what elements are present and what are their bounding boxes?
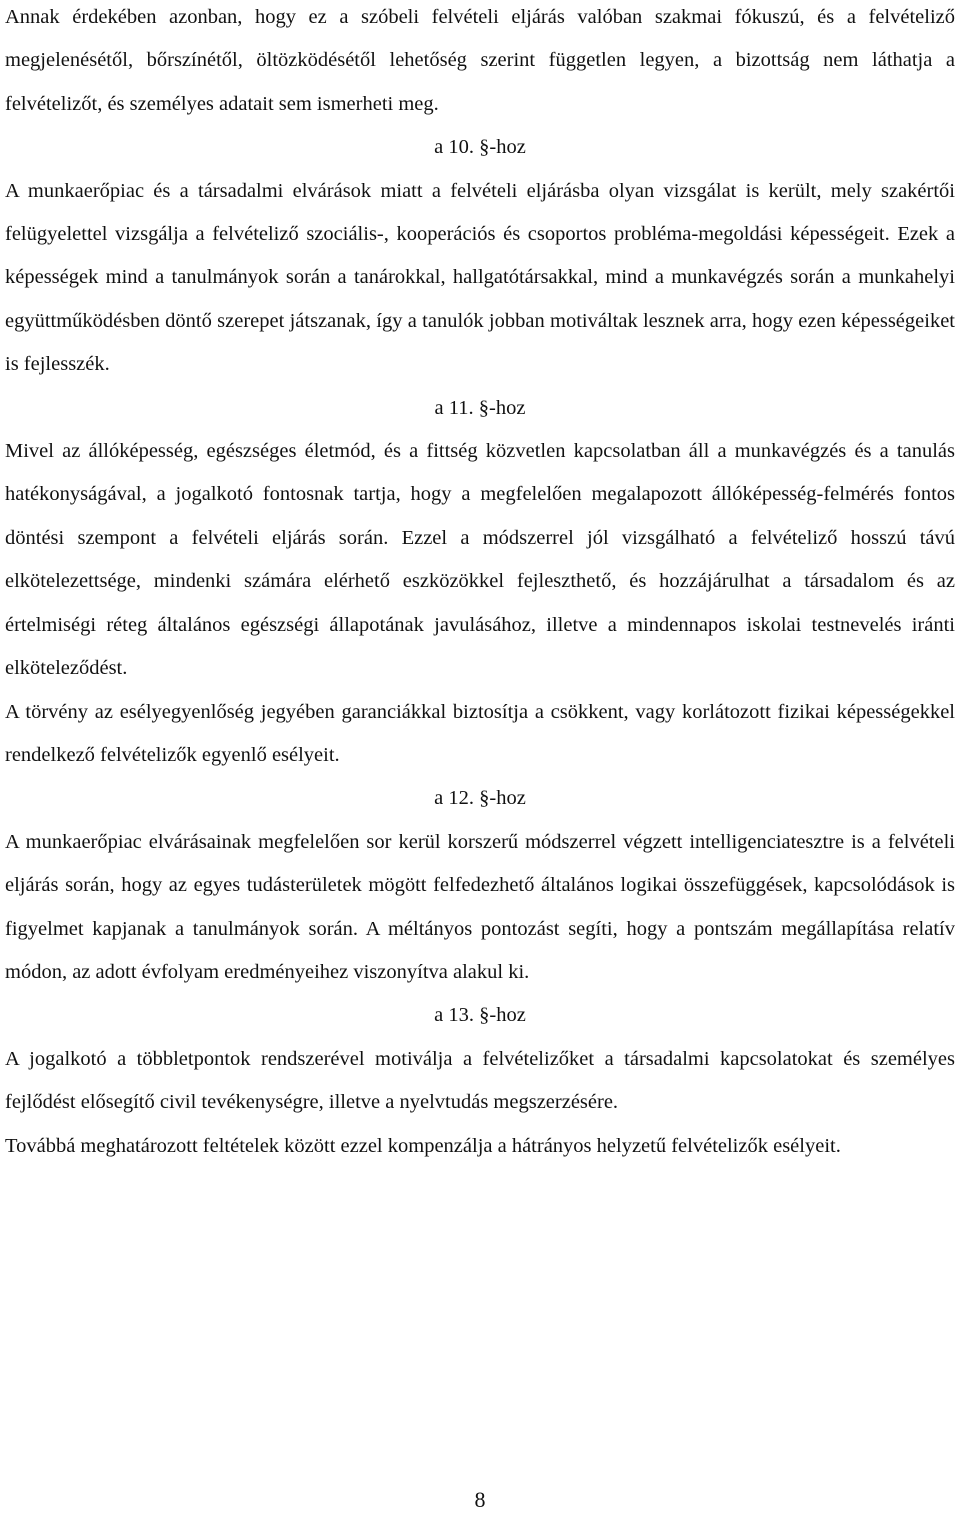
paragraph-section-12: A munkaerőpiac elvárásainak megfelelően sor kerül korszerű módszerrel végzett intelligenciatesztre is a felvételi eljárás során, hogy az egyes tudásterületek mögött felfedezhető általános logikai összefüggések, kapcsolódások is figyelmet kapjanak a tanulmányok során. A méltányos pontozást segíti, hogy a pontszám megállapítása relatív módon, az adott évfolyam eredményeihez viszonyítva alakul ki. [5, 830, 955, 983]
section-heading-11: a 11. §-hoz [434, 396, 526, 419]
paragraph-oral-exam: Annak érdekében azonban, hogy ez a szóbeli felvételi eljárás valóban szakmai fókuszú, és a felvételiző megjelenésétől, bőrszínétől, öltözködésétől lehetőség szerint független legyen, a bizottság nem láthatja a felvételizőt, és személyes adatait sem ismerheti meg. [5, 6, 955, 115]
section-heading-12: a 12. §-hoz [434, 787, 526, 810]
paragraph-section-10: A munkaerőpiac és a társadalmi elvárások miatt a felvételi eljárásba olyan vizsgálat is került, mely szakértői felügyelettel vizsgálja a felvételiző szociális-, kooperációs és csoportos probléma-megoldási képességeit. Ezek a képességek mind a tanulmányok során a tanárokkal, hallgatótársakkal, mind a munkavégzés során a munkahelyi együttműködésben döntő szerepet játszanak, így a tanulók jobban motiváltak lesznek arra, hogy ezen képességeiket is fejlesszék. [5, 179, 955, 376]
paragraph-section-11-equal-opportunity: A törvény az esélyegyenlőség jegyében garanciákkal biztosítja a csökkent, vagy korlátozott fizikai képességekkel rendelkező felvételizők egyenlő esélyeit. [5, 700, 955, 766]
page-number: 8 [474, 1487, 486, 1512]
document-page [5, 0, 955, 1168]
section-heading-10: a 10. §-hoz [434, 136, 526, 159]
section-heading-13: a 13. §-hoz [434, 1004, 526, 1027]
paragraph-section-13-compensation: Továbbá meghatározott feltételek között ezzel kompenzálja a hátrányos helyzetű felvételizők esélyeit. [5, 1134, 841, 1157]
paragraph-section-11-fitness: Mivel az állóképesség, egészséges életmód, és a fittség közvetlen kapcsolatban áll a munkavégzés és a tanulás hatékonyságával, a jogalkotó fontosnak tartja, hogy a megfelelően megalapozott állóképesség-felmérés fontos döntési szempont a felvételi eljárás során. Ezzel a módszerrel jól vizsgálható a felvételiző hosszú távú elkötelezettsége, mindenki számára elérhető eszközökkel fejleszthető, és hozzájárulhat a társadalom és az értelmiségi réteg általános egészségi állapotának javulásához, illetve a mindennapos iskolai testnevelés iránti elköteleződést. [5, 440, 955, 680]
paragraph-section-13-bonus-points: A jogalkotó a többletpontok rendszerével motiválja a felvételizőket a társadalmi kapcsolatokat és személyes fejlődést elősegítő civil tevékenységre, illetve a nyelvtudás megszerzésére. [5, 1047, 955, 1114]
